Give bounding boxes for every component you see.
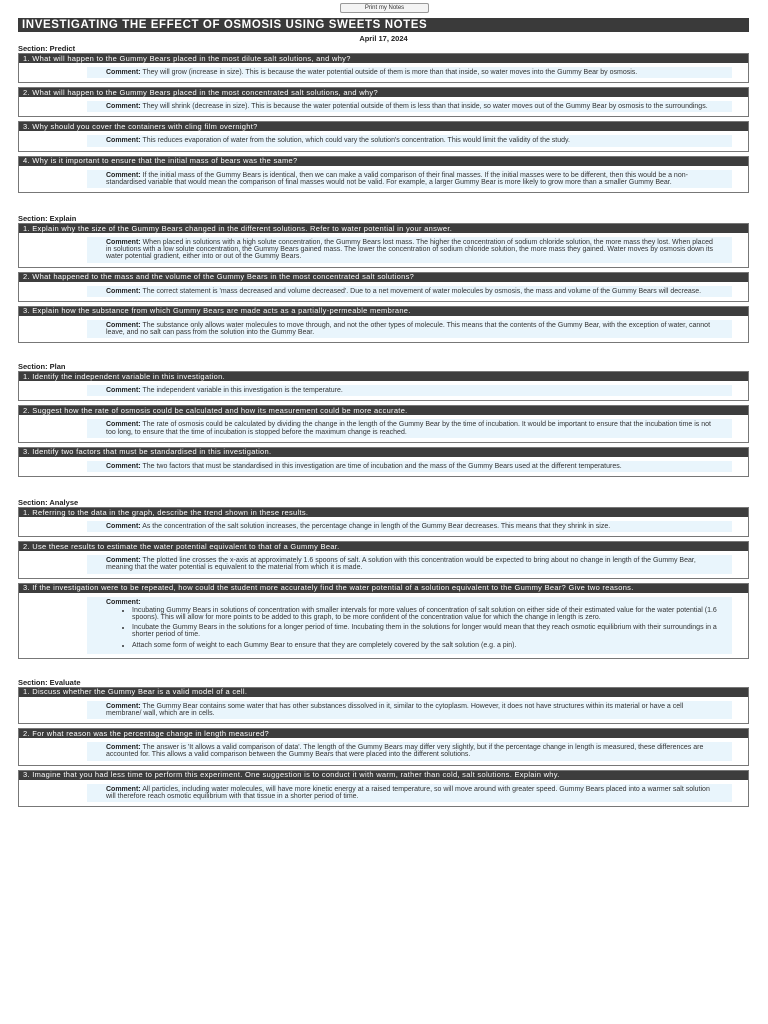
comment-label: Comment: (106, 523, 141, 531)
comment-label: Comment: (106, 321, 141, 329)
comment-text: The answer is 'It allows a valid comparison of data'. The length of the Gummy Bears may differ very slightly, but if the percentage change in length is measured, these differences are accounted for. This allows a valid comparison between the Gummy Bears that were placed into the different solutions. (106, 744, 704, 759)
question-heading: 1. Explain why the size of the Gummy Bears changed in the different solutions. Refer to water potential in your answer. (19, 224, 748, 233)
question-heading: 2. For what reason was the percentage change in length measured? (19, 729, 748, 738)
comment-text: The two factors that must be standardised in this investigation are time of incubation and the mass of the Gummy Bears used at the different temperatures. (142, 462, 622, 470)
section-label: Section: Plan (18, 362, 66, 372)
comment-box (87, 461, 732, 472)
question-card (18, 87, 749, 117)
comment-label: Comment: (106, 387, 141, 395)
question-card (18, 541, 749, 578)
page-title: INVESTIGATING THE EFFECT OF OSMOSIS USING SWEETS NOTES (18, 18, 749, 32)
comment-text: They will shrink (decrease in size). This is because the water potential outside of them is less than that inside, so water moves out of the Gummy Bear by osmosis to the surroundings. (142, 103, 708, 111)
comment-box (87, 385, 732, 396)
comment-area (19, 282, 748, 301)
question-heading: 2. Use these results to estimate the water potential equivalent to that of a Gummy Bear. (19, 542, 748, 551)
comment-area (19, 517, 748, 536)
section-label: Section: Explain (18, 214, 77, 224)
comment-box (87, 67, 732, 78)
print-notes-button[interactable]: Print my Notes (340, 3, 429, 13)
comment-text: The Gummy Bear contains some water that has other substances dissolved in it, similar to the cytoplasm. However, it does not have structures within its material or have a cell membrane/ wall, which are in cells. (106, 702, 684, 718)
comment-area (19, 131, 748, 150)
comment-bullet: • Incubating Gummy Bears in solutions of concentration with smaller intervals for more values of concentration of salt solution on either side of their estimated value for the water potential (1.6 spoons). This will allow for more points to be added to this graph, to be more confident of the concentration value for which the change in length is zero. (132, 607, 718, 621)
question-heading: 1. Referring to the data in the graph, describe the trend shown in these results. (19, 508, 748, 517)
comment-text: When placed in solutions with a high solute concentration, the Gummy Bears lost mass. The higher the concentration of sodium chloride solution, the more mass they lost. When placed in solutions with a low solute concentration, the Gummy Bears gained mass. The lower the concentration of sodium chloride solution, the more mass they gained. Water moves by osmosis down its water potential gradient, either into or out of the Gummy Bears. (106, 239, 713, 261)
comment-bullet-list (122, 607, 718, 649)
comment-bullet: • Attach some form of weight to each Gummy Bear to ensure that they are completely covered by the salt solution (e.g. a pin). (132, 642, 718, 649)
comment-text: The independent variable in this investigation is the temperature. (142, 387, 343, 395)
comment-text: As the concentration of the salt solution increases, the percentage change in length of the Gummy Bear decreases. This means that they shrink in size. (142, 523, 611, 531)
comment-box (87, 419, 732, 437)
comment-box (87, 320, 732, 338)
question-heading: 3. Why should you cover the containers with cling film overnight? (19, 122, 748, 131)
question-heading: 4. Why is it important to ensure that the initial mass of bears was the same? (19, 157, 748, 166)
comment-box (87, 135, 732, 146)
question-heading: 2. Suggest how the rate of osmosis could be calculated and how its measurement could be more accurate. (19, 406, 748, 415)
question-card (18, 121, 749, 151)
question-heading: 2. What will happen to the Gummy Bears placed in the most concentrated salt solutions, and why? (19, 88, 748, 97)
comment-area (19, 738, 748, 764)
question-card (18, 53, 749, 83)
question-card (18, 770, 749, 807)
comment-label: Comment: (106, 137, 141, 145)
comment-box (87, 101, 732, 112)
comment-label: Comment: (106, 421, 141, 429)
question-card (18, 583, 749, 659)
section-label: Section: Evaluate (18, 677, 81, 687)
notes-section (18, 362, 749, 477)
comment-box (87, 701, 732, 719)
comment-area (19, 97, 748, 116)
notes-section (18, 678, 749, 807)
section-label: Section: Predict (18, 44, 76, 53)
comment-label: Comment: (106, 557, 141, 565)
question-heading: 1. Discuss whether the Gummy Bear is a valid model of a cell. (19, 688, 748, 697)
comment-label: Comment: (106, 702, 141, 710)
question-card (18, 728, 749, 765)
question-heading: 3. Explain how the substance from which Gummy Bears are made acts as a partially-permeable membrane. (19, 307, 748, 316)
document-date: April 17, 2024 (359, 34, 408, 43)
question-card (18, 405, 749, 442)
comment-label: Comment: (106, 69, 141, 76)
comment-area (19, 780, 748, 806)
question-card (18, 223, 749, 268)
notes-section (18, 44, 749, 193)
question-heading: 3. Imagine that you had less time to perform this experiment. One suggestion is to conduct it with warm, rather than cold, salt solutions. Explain why. (19, 771, 748, 780)
comment-area (19, 63, 748, 82)
comment-label: Comment: (106, 744, 141, 752)
comment-text: The rate of osmosis could be calculated by dividing the change in the length of the Gummy Bear by the time of incubation. It would be important to ensure that the incubation time is not too long, to ensure that the time of incubation is stopped before the maximum change is reached. (106, 421, 711, 436)
question-card (18, 156, 749, 193)
comment-box (87, 170, 732, 188)
question-heading: 3. If the investigation were to be repeated, how could the student more accurately find the water potential of a solution equivalent to the Gummy Bear? Give two reasons. (19, 584, 748, 593)
comment-area (19, 551, 748, 577)
comment-label: Comment: (106, 598, 141, 606)
comment-label: Comment: (106, 103, 141, 111)
comment-label: Comment: (106, 462, 141, 470)
comment-text: The correct statement is 'mass decreased and volume decreased'. Due to a net movement of water molecules by osmosis, the mass and volume of the Gummy Bears will decrease. (142, 287, 702, 295)
comment-box (87, 286, 732, 297)
comment-area (19, 593, 748, 658)
question-heading: 1. Identify the independent variable in this investigation. (19, 372, 748, 381)
comment-area (19, 697, 748, 723)
notes-section (18, 214, 749, 343)
comment-area (19, 415, 748, 441)
comment-box (87, 237, 732, 263)
question-card (18, 306, 749, 343)
question-heading: 3. Identify two factors that must be standardised in this investigation. (19, 448, 748, 457)
question-card (18, 272, 749, 302)
question-card (18, 507, 749, 537)
notes-document (18, 18, 749, 807)
comment-area (19, 381, 748, 400)
comment-area (19, 457, 748, 476)
comment-text: They will grow (increase in size). This is because the water potential outside of them is more than that inside, so water moves into the Gummy Bear by osmosis. (142, 69, 638, 76)
comment-box (87, 597, 732, 654)
comment-text: The substance only allows water molecules to move through, and not the other types of molecule. This means that the contents of the Gummy Bear, with the exception of water, cannot leave, and no salt can pass from the solution into the Gummy Bear. (106, 321, 711, 337)
comment-bullet: • Incubate the Gummy Bears in the solutions for a longer period of time. Incubating them in the solutions for longer would mean that they reach osmotic equilibrium with their surroundings in a shorter period of time. (132, 624, 718, 638)
comment-area (19, 233, 748, 267)
comment-text: The plotted line crosses the x-axis at approximately 1.6 spoons of salt. A solution with this concentration would be expected to bring about no change in length of the Gummy Bear, meaning that the water potential is equivalent to the material from which it is made. (106, 557, 696, 572)
comment-box (87, 742, 732, 760)
comment-label: Comment: (106, 287, 141, 295)
comment-label: Comment: (106, 239, 141, 247)
comment-area (19, 166, 748, 192)
comment-label: Comment: (106, 171, 141, 179)
section-label: Section: Analyse (18, 498, 79, 508)
comment-area (19, 316, 748, 342)
comment-text: This reduces evaporation of water from the solution, which could vary the solution's concentration. This would limit the validity of the study. (142, 137, 570, 145)
question-heading: 2. What happened to the mass and the volume of the Gummy Bears in the most concentrated salt solutions? (19, 273, 748, 282)
question-card (18, 687, 749, 724)
question-card (18, 447, 749, 477)
comment-label: Comment: (106, 785, 141, 793)
comment-box (87, 555, 732, 573)
comment-text: If the initial mass of the Gummy Bears is identical, then we can make a valid comparison of their final masses. If the initial masses were to be different, then this would be a non-standardised variable that would mean the comparison of final masses would not be valid. For example, a larger Gummy Bear is more likely to grow more than a smaller Gummy Bear. (106, 171, 688, 186)
comment-box (87, 521, 732, 532)
notes-section (18, 498, 749, 659)
question-heading: 1. What will happen to the Gummy Bears placed in the most dilute salt solutions, and why? (19, 54, 748, 63)
question-card (18, 371, 749, 401)
sections-container (18, 44, 749, 807)
comment-text: All particles, including water molecules, will have more kinetic energy at a raised temperature, so will move around with greater speed. Gummy Bears placed into a warmer salt solution will therefore reach osmotic equilibrium with that tissue in a shorter period of time. (106, 785, 710, 800)
comment-box (87, 784, 732, 802)
